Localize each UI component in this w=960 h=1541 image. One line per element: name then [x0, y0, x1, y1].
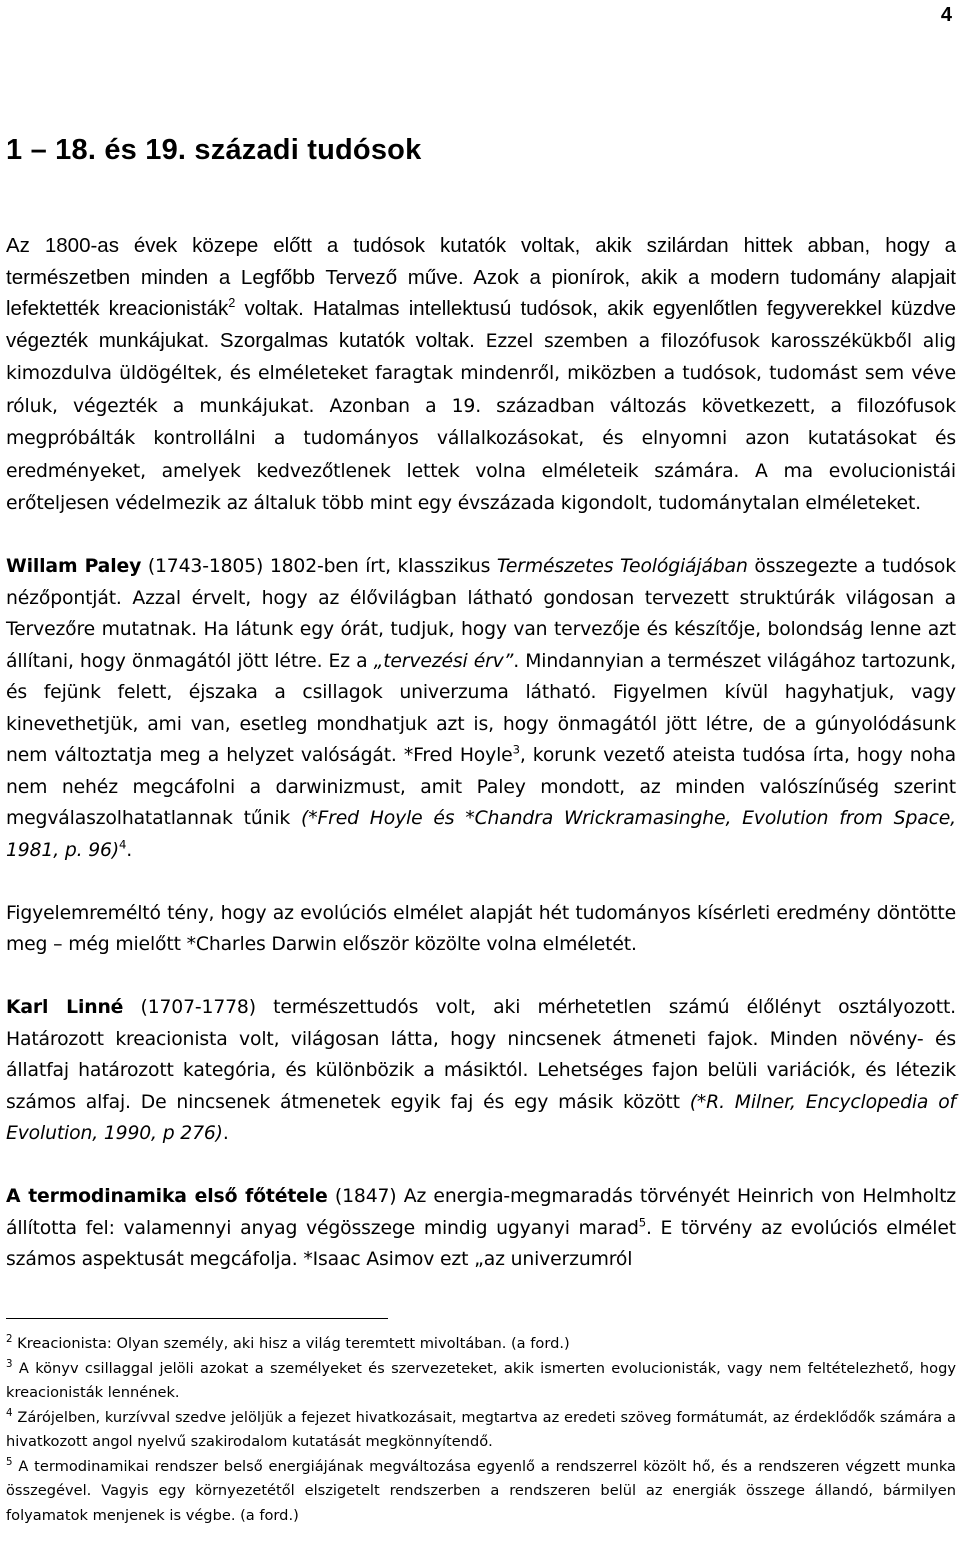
thermo-text-b: . E törvény az evolúciós elmélet számos aspektusát megcáfolja. *Isaac Asimov ezt „az univerzumról	[6, 1217, 956, 1270]
footnote-number: 5	[6, 1456, 13, 1468]
footnote-ref-3: 3	[512, 742, 520, 757]
linne-text-b: .	[222, 1123, 229, 1144]
footnote-3	[6, 1357, 956, 1406]
thermo-text-a: (1847) Az energia-megmaradás törvényét Heinrich von Helmholtz állította fel: valamennyi anyag végösszege mindig ugyanyi marad	[6, 1186, 957, 1239]
linne-name: Karl Linné	[6, 997, 124, 1018]
footnote-text: Kreacionista: Olyan személy, aki hisz a világ teremtett mivoltában. (a ford.)	[12, 1335, 570, 1352]
intro-text-a: Az 1800-as évek közepe előtt a tudósok kutatók voltak, akik szilárdan hittek abban, hogy a természetben minden a Legfőbb Tervező műve. Azok a pionírok, akik a modern tudomány alapjait lefektették kreacionisták	[6, 234, 956, 320]
footnote-divider	[6, 1318, 388, 1319]
paragraph-intro	[6, 230, 956, 520]
chapter-title: 1 – 18. és 19. századi tudósok	[6, 134, 422, 166]
paley-name: Willam Paley	[6, 556, 142, 577]
footnote-ref-2: 2	[228, 295, 236, 311]
intro-text-c: Ezzel szemben a filozófusok karosszékükből alig kimozdulva üldögéltek, és elméleteket faragtak mindenről, miközben a tudósok, tudomást sem véve róluk, végezték a munkájukat. Azonban a 19. században változás következett, a filozófusok megpróbálták kontrollálni a tudományos vállalkozásokat, és elnyomni azon kutatásokat és eredményeket, amelyek kedvezőtlenek lettek volna elméleteik számára. A ma evolucionistái erőteljesen védelmezik az általuk több mint egy évszázada kigondolt, tudománytalan elméleteket.	[6, 330, 956, 514]
thermo-heading: A termodinamika első főtétele	[6, 1186, 328, 1207]
paley-text-c: . Mindannyian a természet világához tartozunk, és fejünk felett, éjszaka a csillagok univerzuma látható. Figyelmen kívül hagyhatjuk, vagy kinevethetjük, ami van, esetleg mondhatjuk azt is, hogy önmagától jött létre, de a gúnyolódásunk nem változtatja meg a helyzet valóságát. *Fred Hoyle	[6, 650, 956, 766]
footnote-4	[6, 1406, 956, 1455]
page-number: 4	[940, 4, 952, 26]
footnotes	[6, 1332, 956, 1528]
paley-text-d: , korunk vezető ateista tudósa írta, hogy noha nem nehéz megcáfolni a darwinizmust, amit Paley mondott, az minden valószínűség szerint megválaszolhatatlannak tűnik	[6, 745, 956, 829]
footnote-number: 3	[6, 1358, 13, 1370]
paley-text-e: .	[126, 839, 133, 861]
footnote-number: 4	[6, 1407, 13, 1419]
paley-book-title: Természetes Teológiájában	[496, 556, 748, 577]
footnote-ref-4: 4	[119, 837, 127, 852]
paragraph-experiments: Figyelemreméltó tény, hogy az evolúciós elmélet alapját hét tudományos kísérleti eredmény döntötte meg – még mielőtt *Charles Darwin először közölte volna elméletét.	[6, 902, 956, 955]
footnote-2	[6, 1332, 956, 1357]
paley-text-a: (1743-1805) 1802-ben írt, klasszikus	[141, 556, 497, 577]
design-argument-quote: „tervezési érv”	[373, 650, 514, 672]
milner-citation: (*R. Milner, Encyclopedia of Evolution, 1990, p 276)	[6, 1091, 956, 1144]
paragraph-thermodynamics	[6, 1181, 956, 1276]
paley-text-b: összegezte a tudósok nézőpontját. Azzal érvelt, hogy az élővilágban látható gondosan tervezett struktúrák világosan a Tervezőre mutatnak. Ha látunk egy órát, tudjuk, hogy van tervezője és készítője, bolondság lenne azt állítani, hogy önmagától jött létre. Ez a	[6, 556, 956, 672]
paragraph-linne	[6, 992, 956, 1150]
hoyle-citation: (*Fred Hoyle és *Chandra Wrickramasinghe, Evolution from Space, 1981, p. 96)	[6, 808, 956, 861]
footnote-text: A termodinamikai rendszer belső energiájának megváltozása egyenlő a rendszerrel közölt hő, és a rendszeren végzett munka összegével. Vagyis egy környezetétől elszigetelt rendszerben a rendszeren belül az energiák összege állandó, bármilyen folyamatok menjenek is végbe. (a ford.)	[6, 1457, 956, 1524]
footnote-text: Zárójelben, kurzívval szedve jelöljük a fejezet hivatkozásait, megtartva az eredeti szöveg formátumát, az érdeklődők számára a hivatkozott angol nyelvű szakirodalom kutatását megkönnyítendő.	[6, 1408, 956, 1450]
paragraph-paley	[6, 551, 956, 866]
footnote-ref-5: 5	[638, 1215, 646, 1230]
footnote-number: 2	[6, 1334, 13, 1346]
footnote-text: A könyv csillaggal jelöli azokat a személyeket és szervezeteket, akik ismerten evolucionisták, vagy nem feltételezhető, hogy kreacionisták lennének.	[6, 1359, 956, 1401]
body-text	[6, 230, 956, 1276]
intro-text-b: voltak. Hatalmas intellektusú tudósok, akik egyenlőtlen fegyverekkel küzdve végezték munkájukat. Szorgalmas kutatók voltak.	[6, 297, 956, 352]
linne-text-a: (1707-1778) természettudós volt, aki mérhetetlen számú élőlényt osztályozott. Határozott kreacionista volt, világosan látta, hogy nincsenek átmeneti fajok. Minden növény- és állatfaj határozott kategória, és különbözik a másiktól. Lehetséges fajon belüli variációk, és létezik számos alfaj. De nincsenek átmenetek egyik faj és egy másik között	[6, 997, 956, 1113]
footnote-5	[6, 1455, 956, 1529]
